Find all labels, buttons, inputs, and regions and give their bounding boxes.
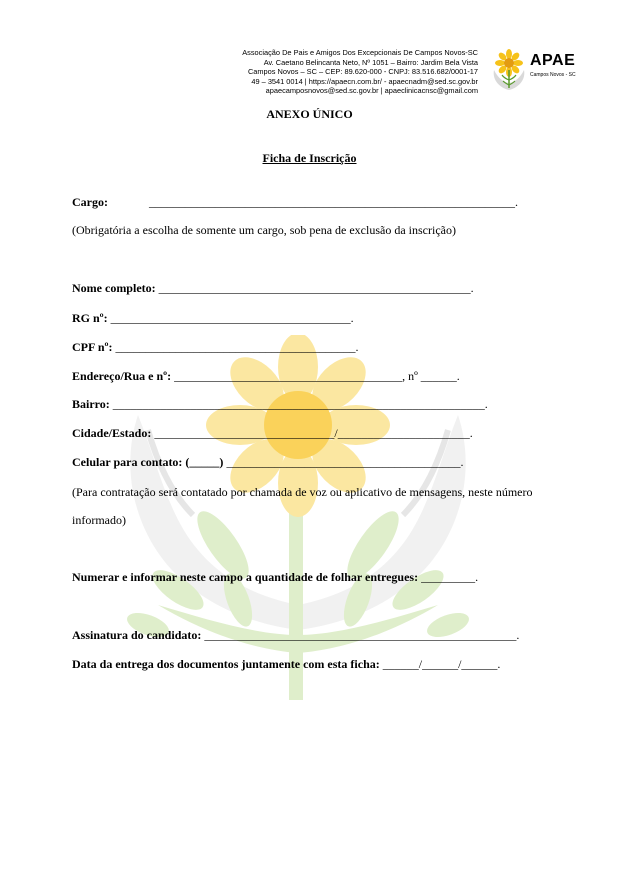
form-title: Ficha de Inscrição (262, 151, 357, 165)
annex-title: ANEXO ÚNICO (266, 107, 353, 121)
cidade-field[interactable]: ______________________________/______________________. (151, 426, 473, 440)
assinatura-field[interactable]: ____________________________________________________. (201, 628, 520, 642)
assinatura-row (72, 628, 519, 643)
logo-wordmark: APAE (530, 52, 576, 69)
nome-field[interactable]: ____________________________________________________. (155, 281, 474, 295)
bairro-label: Bairro: (72, 397, 110, 411)
watermark-flower-icon (118, 335, 478, 705)
logo-subtitle: Campos Novos - SC (530, 72, 576, 78)
letterhead-line: Av. Caetano Belincanta Neto, Nº 1051 – Bairro: Jardim Bela Vista (263, 57, 478, 67)
letterhead-line: Associação De Pais e Amigos Dos Excepcionais De Campos Novos-SC (242, 48, 478, 57)
cpf-field[interactable]: ________________________________________. (112, 340, 359, 354)
letterhead-line: apaecamposnovos@sed.sc.gov.br | apaeclinicacnsc@gmail.com (265, 86, 478, 96)
apae-logo (490, 48, 590, 92)
rg-field[interactable]: ________________________________________. (107, 311, 354, 325)
cargo-row (72, 195, 518, 210)
cidade-label: Cidade/Estado: (72, 426, 152, 440)
folhas-field[interactable]: _________. (418, 570, 479, 584)
celular-row (72, 455, 463, 470)
endereco-row (72, 369, 460, 384)
cargo-note: (Obrigatória a escolha de somente um cargo, sob pena de exclusão da inscrição) (72, 223, 456, 237)
letterhead-line: 49 – 3541 0014 | https://apaecn.com.br/ - apaecnadm@sed.sc.gov.br (251, 76, 478, 86)
letterhead-line: Campos Novos – SC – CEP: 89.620-000 - CNPJ: 83.516.682/0001-17 (247, 67, 478, 77)
rg-row (72, 311, 354, 326)
folhas-label: Numerar e informar neste campo a quantidade de folhar entregues: (72, 570, 419, 584)
endereco-field[interactable]: ______________________________________, nº ______. (171, 369, 460, 383)
contato-note-line-2: informado) (72, 513, 126, 527)
cpf-label: CPF nº: (72, 340, 113, 354)
contato-note-line-1: (Para contratação será contatado por chamada de voz ou aplicativo de mensagens, neste número (72, 485, 533, 499)
assinatura-label: Assinatura do candidato: (72, 628, 202, 642)
cargo-field[interactable]: _____________________________________________________________. (149, 195, 518, 209)
celular-label: Celular para contato: (_____) (72, 455, 224, 469)
folhas-row (72, 570, 478, 585)
cargo-label: Cargo: (72, 195, 108, 209)
endereco-label: Endereço/Rua e nº: (72, 369, 172, 383)
letterhead-text (140, 48, 478, 96)
rg-label: RG nº: (72, 311, 108, 325)
data-row (72, 657, 500, 672)
data-field[interactable]: ______/______/______. (379, 657, 501, 671)
bairro-row (72, 397, 488, 412)
celular-field[interactable]: _______________________________________. (223, 455, 464, 469)
nome-label: Nome completo: (72, 281, 156, 295)
cidade-row (72, 426, 473, 441)
cpf-row (72, 340, 359, 355)
nome-row (72, 281, 474, 296)
apae-flower-icon (490, 48, 528, 92)
bairro-field[interactable]: ______________________________________________________________. (109, 397, 488, 411)
data-label: Data da entrega dos documentos juntamente com esta ficha: (72, 657, 380, 671)
